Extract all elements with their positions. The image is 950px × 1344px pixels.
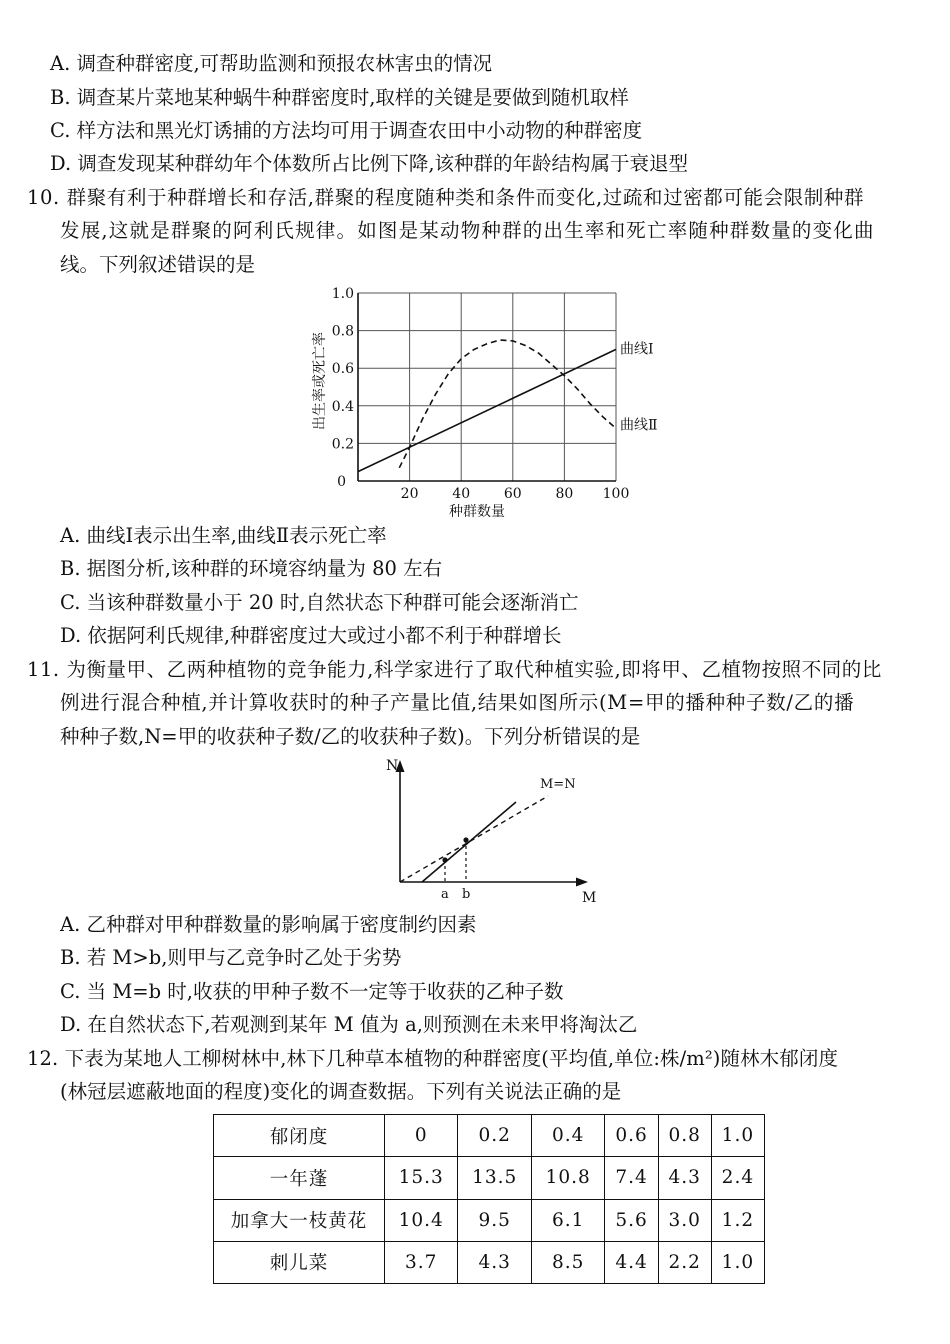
- table-cell: 0: [385, 1115, 458, 1157]
- table-cell: 5.6: [605, 1199, 658, 1241]
- q10-stem-line-2: 发展,这就是群聚的阿利氏规律。如图是某动物种群的出生率和死亡率随种群数量的变化曲: [60, 219, 875, 242]
- table-cell: 1.2: [711, 1199, 764, 1241]
- table-row: [214, 1241, 765, 1283]
- q10-option-a: A. 曲线Ⅰ表示出生率,曲线Ⅱ表示死亡率: [60, 524, 387, 547]
- table-cell: 3.0: [658, 1199, 711, 1241]
- point-a: [442, 857, 447, 862]
- q10-option-b: B. 据图分析,该种群的环境容纳量为 80 左右: [60, 557, 443, 580]
- b-label: b: [462, 887, 471, 902]
- x-tick-label: 0: [337, 474, 346, 490]
- table-cell: 0.6: [605, 1115, 658, 1157]
- x-tick-label: 20: [400, 486, 419, 502]
- table-cell: 8.5: [531, 1241, 604, 1283]
- x-tick-label: 60: [503, 486, 522, 502]
- q10-option-c: C. 当该种群数量小于 20 时,自然状态下种群可能会逐渐消亡: [60, 591, 579, 614]
- y-tick-label: 0.8: [331, 323, 354, 340]
- table-cell: 1.0: [711, 1115, 764, 1157]
- q10-option-d: D. 依据阿利氏规律,种群密度过大或过小都不利于种群增长: [60, 624, 562, 647]
- table-cell: 4.4: [605, 1241, 658, 1283]
- q9-option-b: B. 调查某片菜地某种蜗牛种群密度时,取样的关键是要做到随机取样: [50, 86, 629, 109]
- q9-option-d: D. 调查发现某种群幼年个体数所占比例下降,该种群的年龄结构属于衰退型: [50, 152, 689, 175]
- m-axis-label: M: [582, 890, 597, 904]
- y-tick-label: 0.2: [331, 436, 354, 453]
- curve-2-line: [399, 340, 616, 468]
- m-equals-n-line: [400, 796, 548, 882]
- table-cell: 15.3: [385, 1157, 458, 1199]
- q12-stem-line-2: (林冠层遮蔽地面的程度)变化的调查数据。下列有关说法正确的是: [60, 1080, 622, 1103]
- table-cell: 9.5: [458, 1199, 531, 1241]
- y-tick-label: 0.4: [331, 398, 354, 415]
- m-axis-arrow: [576, 878, 588, 887]
- table-cell: 1.0: [711, 1241, 764, 1283]
- table-cell: 2.2: [658, 1241, 711, 1283]
- table-cell: 10.8: [531, 1157, 604, 1199]
- table-cell: 加拿大一枝黄花: [214, 1199, 385, 1241]
- table-row: [214, 1199, 765, 1241]
- table-cell: 郁闭度: [214, 1115, 385, 1157]
- x-axis-title: 种群数量: [449, 504, 505, 520]
- y-tick-label: 0.6: [331, 361, 354, 378]
- table-cell: 刺儿菜: [214, 1241, 385, 1283]
- q12-stem-line-1: 12. 下表为某地人工柳树林中,林下几种草本植物的种群密度(平均值,单位:株/m²)随林木郁闭度: [27, 1047, 839, 1070]
- table-cell: 6.1: [531, 1199, 604, 1241]
- table-cell: 10.4: [385, 1199, 458, 1241]
- birth-death-rate-chart: [300, 282, 660, 522]
- table-cell: 2.4: [711, 1157, 764, 1199]
- table-cell: 4.3: [458, 1241, 531, 1283]
- q10-stem-line-3: 线。下列叙述错误的是: [60, 253, 256, 276]
- q11-stem-line-3: 种种子数,N=甲的收获种子数/乙的收获种子数)。下列分析错误的是: [60, 725, 641, 748]
- q9-option-a: A. 调查种群密度,可帮助监测和预报农林害虫的情况: [50, 52, 493, 75]
- q10-stem-line-1: 10. 群聚有利于种群增长和存活,群聚的程度随种类和条件而变化,过疏和过密都可能会限制种群: [27, 186, 865, 209]
- table-cell: 13.5: [458, 1157, 531, 1199]
- table-cell: 4.3: [658, 1157, 711, 1199]
- table-cell: 0.2: [458, 1115, 531, 1157]
- y-tick-label: 1.0: [331, 286, 354, 302]
- table-cell: 3.7: [385, 1241, 458, 1283]
- curve-1-label: 曲线Ⅰ: [620, 341, 654, 358]
- q11-option-d: D. 在自然状态下,若观测到某年 M 值为 a,则预测在未来甲将淘汰乙: [60, 1013, 638, 1036]
- table-cell: 0.4: [531, 1115, 604, 1157]
- point-b: [463, 837, 468, 842]
- table-cell: 一年蓬: [214, 1157, 385, 1199]
- table-row: [214, 1157, 765, 1199]
- density-table: [213, 1114, 765, 1284]
- q11-stem-line-2: 例进行混合种植,并计算收获时的种子产量比值,结果如图所示(M=甲的播种种子数/乙的播: [60, 691, 855, 714]
- table-header-row: [214, 1115, 765, 1157]
- experiment-line: [422, 802, 516, 882]
- q9-option-c: C. 样方法和黑光灯诱捕的方法均可用于调查农田中小动物的种群密度: [50, 119, 643, 142]
- q11-option-a: A. 乙种群对甲种群数量的影响属于密度制约因素: [60, 913, 477, 936]
- n-axis-label: N: [386, 758, 399, 774]
- q11-stem-line-1: 11. 为衡量甲、乙两种植物的竞争能力,科学家进行了取代种植实验,即将甲、乙植物按照不同的比: [27, 658, 882, 681]
- q11-option-c: C. 当 M=b 时,收获的甲种子数不一定等于收获的乙种子数: [60, 980, 564, 1003]
- y-axis-title: 出生率或死亡率: [312, 332, 328, 430]
- m-equals-n-label: M=N: [540, 777, 576, 792]
- table-cell: 0.8: [658, 1115, 711, 1157]
- q11-option-b: B. 若 M>b,则甲与乙竞争时乙处于劣势: [60, 946, 402, 969]
- x-tick-label: 80: [555, 486, 574, 502]
- table-cell: 7.4: [605, 1157, 658, 1199]
- a-label: a: [441, 887, 449, 902]
- curve-2-label: 曲线Ⅱ: [620, 417, 658, 434]
- x-tick-label: 40: [452, 486, 471, 502]
- competition-diagram: [380, 752, 610, 904]
- x-tick-label: 100: [602, 486, 630, 502]
- chart-labels: [311, 286, 658, 520]
